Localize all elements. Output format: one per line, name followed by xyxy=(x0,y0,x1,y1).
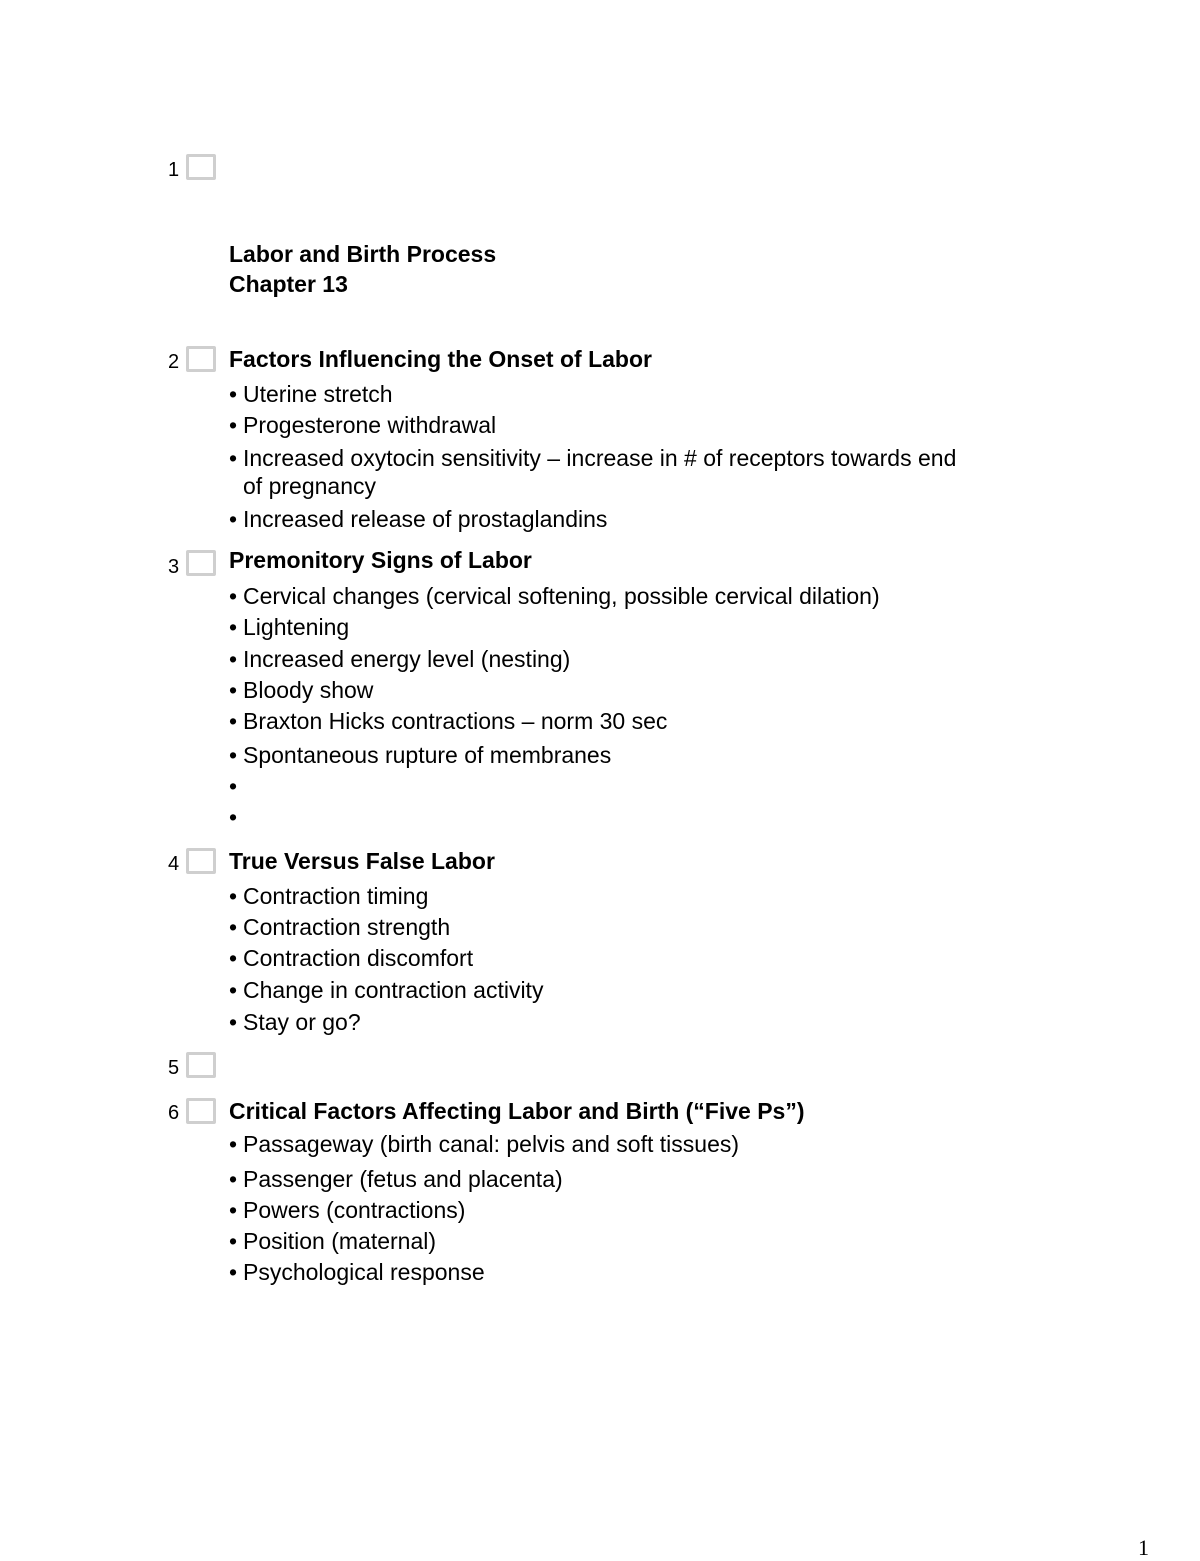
slide-thumbnail[interactable] xyxy=(186,848,216,874)
bullet-item: • Increased oxytocin sensitivity – increase in # of receptors towards end xyxy=(229,445,957,471)
bullet-item: • Increased release of prostaglandins xyxy=(229,506,608,532)
bullet-item-empty: • xyxy=(229,804,238,830)
bullet-item: • Position (maternal) xyxy=(229,1228,437,1254)
slide-number: 3 xyxy=(168,556,180,578)
bullet-item: • Passenger (fetus and placenta) xyxy=(229,1166,563,1192)
bullet-item: • Contraction strength xyxy=(229,914,451,940)
slide-number: 5 xyxy=(168,1057,180,1079)
document-title: Labor and Birth Process xyxy=(229,241,497,267)
slide-number: 1 xyxy=(168,159,180,181)
bullet-item: • Lightening xyxy=(229,614,350,640)
page-number: 1 xyxy=(1138,1535,1149,1560)
slide-thumbnail[interactable] xyxy=(186,550,216,576)
bullet-item: • Increased energy level (nesting) xyxy=(229,646,571,672)
slide-heading: Critical Factors Affecting Labor and Birth (“Five Ps”) xyxy=(229,1098,805,1124)
bullet-item: • Change in contraction activity xyxy=(229,977,544,1003)
slide-thumbnail[interactable] xyxy=(186,346,216,372)
bullet-item: • Contraction discomfort xyxy=(229,945,474,971)
bullet-item: • Contraction timing xyxy=(229,883,429,909)
slide-heading: Factors Influencing the Onset of Labor xyxy=(229,346,652,372)
bullet-item: • Cervical changes (cervical softening, possible cervical dilation) xyxy=(229,583,880,609)
bullet-item: • Uterine stretch xyxy=(229,381,393,407)
slide-heading: Premonitory Signs of Labor xyxy=(229,547,532,573)
bullet-item: • Progesterone withdrawal xyxy=(229,412,497,438)
bullet-item: • Passageway (birth canal: pelvis and soft tissues) xyxy=(229,1131,740,1157)
bullet-item: • Braxton Hicks contractions – norm 30 sec xyxy=(229,708,668,734)
slide-number: 4 xyxy=(168,853,180,875)
bullet-item: • Psychological response xyxy=(229,1259,485,1285)
slide-thumbnail[interactable] xyxy=(186,1052,216,1078)
chapter-label: Chapter 13 xyxy=(229,271,348,297)
bullet-item: • Stay or go? xyxy=(229,1009,361,1035)
slide-number: 2 xyxy=(168,351,180,373)
bullet-continuation: of pregnancy xyxy=(243,473,376,499)
slide-heading: True Versus False Labor xyxy=(229,848,495,874)
bullet-item: • Powers (contractions) xyxy=(229,1197,466,1223)
bullet-item: • Bloody show xyxy=(229,677,374,703)
slide-number: 6 xyxy=(168,1102,180,1124)
slide-thumbnail[interactable] xyxy=(186,154,216,180)
bullet-item: • Spontaneous rupture of membranes xyxy=(229,742,612,768)
slide-thumbnail[interactable] xyxy=(186,1098,216,1124)
bullet-item-empty: • xyxy=(229,773,238,799)
